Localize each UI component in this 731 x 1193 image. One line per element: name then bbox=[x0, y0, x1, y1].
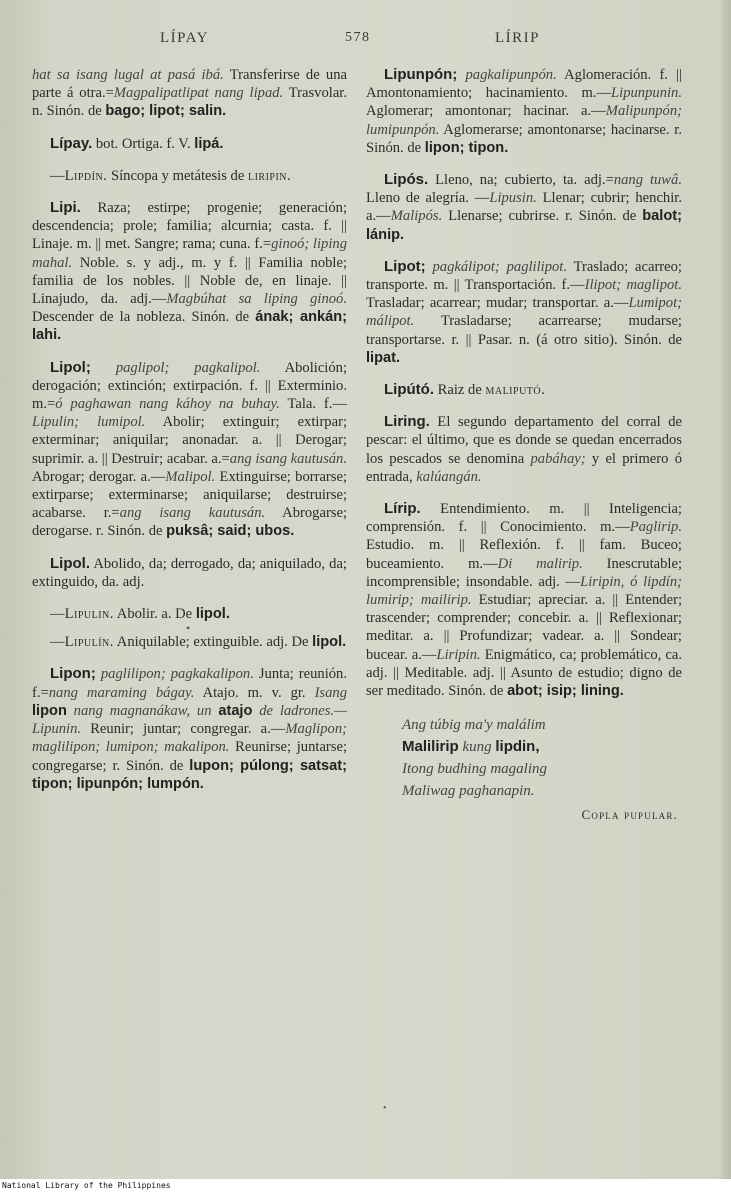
dash: — bbox=[50, 606, 65, 623]
definition-text: Aniquilable; extinguible. adj. De bbox=[113, 634, 313, 651]
poem-line bbox=[402, 736, 682, 758]
definition-text: Trasladar; acarrear; mudar; transportar. a.— bbox=[366, 295, 629, 312]
tagalog-text: Lumipot; málipot. bbox=[366, 295, 682, 330]
synonym-list: ának; ankán; lahi. bbox=[32, 309, 347, 344]
tagalog-text: Malipós. bbox=[390, 208, 443, 225]
headword: Lipol; bbox=[50, 358, 91, 376]
definition-text: Entendimiento. m. || Inteligencia; comprensión. f. || Conocimiento. m.— bbox=[366, 501, 682, 536]
tagalog-text: hat sa isang lugal at pasá ibá. bbox=[32, 67, 224, 83]
definition-text: Lleno, na; cubierto, ta. adj.= bbox=[428, 172, 614, 189]
tagalog-text: nang magnanákaw, un bbox=[66, 702, 219, 719]
tagalog-text: kalúangán. bbox=[416, 468, 482, 485]
tagalog-text: Maglipon; maglilipon; lumipon; makalipon. bbox=[32, 721, 347, 756]
subheadword: Lipdín. bbox=[64, 167, 108, 184]
entry-lipol bbox=[32, 359, 347, 541]
poem-line: Itong budhing magaling bbox=[402, 761, 547, 778]
tagalog-text: Liripin, ó lipdín; lumirip; mailirip. bbox=[366, 573, 682, 609]
synonym-list: lipat. bbox=[366, 349, 401, 366]
tagalog-text: ginoó; liping mahal. bbox=[32, 236, 347, 271]
headword: Lipon; bbox=[50, 665, 96, 683]
cross-reference: lipá. bbox=[194, 135, 224, 152]
page-number: 578 bbox=[345, 30, 371, 45]
definition-text: Estudio. m. || Reflexión. f. || fam. Buceo; buceamiento. m.— bbox=[366, 537, 682, 572]
subheadword: Lipulin. bbox=[64, 606, 114, 623]
definition-text: Traslado; acarreo; transporte. m. || Transportación. f.— bbox=[366, 258, 682, 294]
definition-text: Llenar; cubrir; henchir. a.— bbox=[366, 190, 682, 225]
definition-text: Estudiar; apreciar. a. || Entender; trascender; comprender; concebir. a. || Reflexionar; meditar. a. || Profundizar; vadear. a. || Sondear; bucear. a.— bbox=[366, 592, 682, 663]
definition-text: Tala. f.— bbox=[279, 396, 347, 413]
cross-reference: lipol. bbox=[312, 634, 347, 651]
synonym-list: lipon; tipon. bbox=[424, 139, 509, 156]
headword: Lipot; bbox=[384, 257, 426, 275]
header-left-guideword: LÍPAY bbox=[160, 30, 209, 46]
cross-reference: maliputó. bbox=[485, 382, 546, 399]
definition-text: Reunir; juntar; congregar. a.— bbox=[81, 721, 286, 738]
poem-copla bbox=[366, 714, 682, 826]
subheadword: Lipulín. bbox=[64, 634, 114, 651]
right-column bbox=[366, 66, 682, 826]
tagalog-text: Lipunpunin. bbox=[611, 85, 682, 102]
example-keyword: atajo bbox=[218, 702, 253, 719]
definition-text: Llenarse; cubrirse. r. Sinón. de bbox=[442, 208, 643, 225]
running-head bbox=[0, 30, 731, 50]
synonym-list: balot; lánip. bbox=[366, 208, 682, 243]
headword: Lipol. bbox=[50, 554, 90, 572]
cross-reference: lipol. bbox=[195, 606, 230, 623]
headword: Lírip. bbox=[384, 500, 421, 518]
entry-lipdin bbox=[32, 167, 347, 185]
ink-dot: • bbox=[186, 621, 191, 636]
headword: Lipunpón; bbox=[384, 66, 458, 83]
entry-lipi bbox=[32, 199, 347, 345]
left-column bbox=[32, 66, 347, 807]
example-keyword: lipon bbox=[32, 702, 67, 719]
tagalog-text: ang isang kautusán. bbox=[229, 450, 348, 467]
tagalog-text: pagkalipunpón. bbox=[457, 67, 557, 83]
definition-text: Raiz de bbox=[433, 382, 486, 399]
entry-lirip bbox=[366, 500, 682, 700]
definition-text: Noble. s. y adj., m. y f. || Familia noble; familia de los nobles. || Noble de, en linaje. || Linajudo, da. adj.— bbox=[32, 254, 347, 308]
headword: Lipós. bbox=[384, 171, 429, 189]
entry-liring bbox=[366, 413, 682, 486]
definition-text: Descender de la nobleza. Sinón. de bbox=[32, 309, 256, 326]
definition-text: bot. Ortiga. f. V. bbox=[92, 135, 195, 152]
definition-text: Aglomerar; amontonar; hacinar. a.— bbox=[366, 103, 606, 120]
poem-credit: Copla pupular. bbox=[581, 807, 678, 823]
definition-text: Abolido, da; derrogado, da; aniquilado, da; extinguido, da. adj. bbox=[32, 555, 347, 590]
definition-text: Enigmático, ca; problemático, ca. adj. || Meditable. adj. || Asunto de estudio; digno de ser meditado. Sinón. de bbox=[366, 646, 682, 700]
tagalog-text: Ilipot; maglipot. bbox=[584, 277, 682, 294]
definition-text: Síncopa y metátesis de bbox=[107, 167, 248, 184]
page-edge bbox=[721, 0, 731, 1193]
entry-lipot bbox=[366, 258, 682, 367]
tagalog-text: ang isang kautusán. bbox=[119, 505, 266, 522]
definition-text: Abrogar; derogar. a.— bbox=[32, 468, 166, 485]
entry-lipunpon bbox=[366, 66, 682, 157]
definition-text: Abolición; derogación; extinción; extirpación. f. || Exterminio. m.= bbox=[32, 359, 347, 413]
definition-text: Abrogarse; derogarse. r. Sinón. de bbox=[32, 505, 348, 540]
headword: Lipi. bbox=[50, 199, 81, 217]
tagalog-text: de ladrones.— Lipunin. bbox=[32, 702, 347, 738]
tagalog-text: Paglirip. bbox=[629, 519, 682, 536]
definition-text: Abolir. a. De bbox=[113, 606, 196, 623]
definition-text: Reunirse; juntarse; congregarse; r. Sinón. de bbox=[32, 739, 347, 774]
entry-lipon bbox=[32, 665, 347, 792]
poem-line: Ang túbig ma'y malálim bbox=[402, 717, 546, 734]
definition-text: Abolir; extinguir; extirpar; exterminar; aniquilar; anonadar. a. || Derogar; suprimir. a. || Destruir; acabar. a.= bbox=[32, 414, 347, 467]
tagalog-text: nang tuwâ. bbox=[613, 172, 682, 189]
tagalog-text: kung bbox=[458, 739, 496, 756]
tagalog-text: Lipusin. bbox=[489, 190, 537, 207]
headword: Lípay. bbox=[50, 134, 93, 152]
definition-text: El segundo departamento del corral de pescar: el último, que es donde se quedan encerrados los pescados se denomina bbox=[366, 414, 682, 467]
tagalog-text: Isang bbox=[314, 684, 347, 701]
synonym-list: bago; lipot; salin. bbox=[105, 103, 227, 120]
tagalog-text: Lipulin; lumipol. bbox=[32, 414, 146, 431]
definition-text: Inescrutable; incomprensible; insondable. adj. — bbox=[366, 555, 682, 590]
tagalog-text: nang maraming bágay. bbox=[48, 684, 195, 701]
definition-text: Aglomerarse; amontonarse; hacinarse. r. Sinón. de bbox=[366, 121, 682, 156]
dash: — bbox=[50, 634, 65, 651]
definition-text: Trasvolar. n. Sinón. de bbox=[32, 85, 348, 120]
library-credit-strip: National Library of the Philippines bbox=[0, 1179, 731, 1193]
tagalog-text: Magpalipatlipat nang lipad. bbox=[113, 85, 284, 102]
poem-keyword: Malilirip bbox=[402, 738, 459, 756]
entry-lipos bbox=[366, 171, 682, 244]
poem-line: Maliwag paghanapin. bbox=[402, 783, 535, 800]
tagalog-text: ó paghawan nang káhoy na buhay. bbox=[55, 396, 280, 413]
entry-continuation bbox=[32, 66, 347, 121]
tagalog-text: paglipol; pagkalipol. bbox=[90, 359, 261, 376]
definition-text: Atajo. m. v. gr. bbox=[194, 684, 315, 701]
headword: Lipútó. bbox=[384, 381, 434, 399]
tagalog-text: Magbúhat sa liping ginoó. bbox=[166, 291, 347, 308]
definition-text: Junta; reunión. f.= bbox=[32, 666, 347, 701]
entry-lipay bbox=[32, 135, 347, 153]
tagalog-text: Malipol. bbox=[165, 468, 216, 485]
tagalog-text: Di malirip. bbox=[497, 555, 583, 572]
cross-reference: liripin. bbox=[247, 167, 292, 184]
definition-text: Aglomeración. f. || Amontonamiento; hacinamiento. m.— bbox=[366, 67, 682, 102]
ink-dot: • bbox=[383, 1103, 387, 1114]
synonym-list: lupon; púlong; satsat; tipon; lipunpón; lumpón. bbox=[32, 757, 347, 792]
tagalog-text: Liripin. bbox=[436, 646, 481, 663]
headword: Liring. bbox=[384, 413, 430, 431]
synonym-list: abot; isip; lining. bbox=[507, 683, 624, 700]
definition-text: Raza; estirpe; progenie; generación; descendencia; prole; familia; alcurnia; casta. f. || Linaje. m. || met. Sangre; rama; cuna. f.= bbox=[32, 200, 347, 253]
definition-text: Trasladarse; acarrearse; mudarse; transportarse. r. || Pasar. n. (á otro sitio). Sinón. de bbox=[366, 313, 682, 348]
tagalog-text: pagkálipot; paglilipot. bbox=[425, 258, 568, 275]
definition-text: y el primero ó entrada, bbox=[366, 450, 682, 485]
header-right-guideword: LÍRIP bbox=[495, 30, 540, 46]
tagalog-text: Malipunpón; lumipunpón. bbox=[366, 103, 682, 138]
entry-liputo bbox=[366, 381, 682, 399]
synonym-list: puksâ; said; ubos. bbox=[166, 523, 295, 540]
definition-text: Lleno de alegría. — bbox=[366, 190, 490, 207]
tagalog-text: paglilipon; pagkakalipon. bbox=[95, 666, 254, 683]
definition-text: Transferirse de una parte á otra.= bbox=[32, 67, 347, 102]
tagalog-text: pabáhay; bbox=[530, 450, 586, 467]
entry-lipol-adj bbox=[32, 555, 347, 591]
dash: — bbox=[50, 167, 65, 184]
definition-text: Extinguirse; borrarse; extirparse; exterminarse; aniquilarse; destruirse; acabarse. r.= bbox=[32, 468, 348, 522]
entry-lipulin-adj bbox=[32, 633, 347, 651]
poem-keyword: lipdin, bbox=[495, 738, 540, 756]
